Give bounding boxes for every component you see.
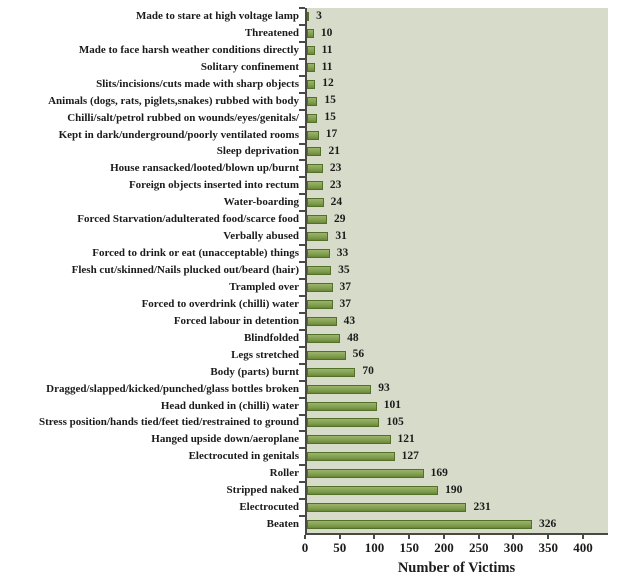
bar-row xyxy=(0,245,608,262)
bar xyxy=(307,520,532,529)
bar-cell xyxy=(305,330,608,347)
value-label: 48 xyxy=(347,331,359,344)
value-label: 37 xyxy=(339,280,352,293)
bar-row xyxy=(0,364,608,381)
bar xyxy=(307,114,317,123)
bar xyxy=(307,215,327,224)
bar-cell xyxy=(305,59,608,76)
bar-cell xyxy=(305,144,608,161)
category-label: Forced Starvation/adulterated food/scarce food xyxy=(77,213,299,226)
bar-cell xyxy=(305,381,608,398)
bar-row xyxy=(0,398,608,415)
category-label: Trampled over xyxy=(229,280,299,293)
bar xyxy=(307,385,371,394)
value-label: 231 xyxy=(473,500,491,513)
value-label: 21 xyxy=(328,145,340,158)
bar-row xyxy=(0,110,608,127)
bar-row xyxy=(0,127,608,144)
value-label: 3 xyxy=(316,9,322,22)
bar-row xyxy=(0,499,608,516)
category-label: Made to face harsh weather conditions directly xyxy=(78,43,299,56)
bar-cell xyxy=(305,398,608,415)
value-label: 35 xyxy=(338,263,350,276)
bar xyxy=(307,164,323,173)
category-label: Kept in dark/underground/poorly ventilated rooms xyxy=(58,128,299,141)
bar-row xyxy=(0,482,608,499)
x-tick-mark xyxy=(512,535,514,539)
category-label: Made to stare at high voltage lamp xyxy=(136,9,299,22)
category-label: Body (parts) burnt xyxy=(210,365,299,378)
category-label: Electrocuted in genitals xyxy=(188,450,299,463)
bar-cell xyxy=(305,127,608,144)
category-label: Sleep deprivation xyxy=(216,145,299,158)
bar-row xyxy=(0,448,608,465)
value-label: 11 xyxy=(321,60,333,73)
bar xyxy=(307,452,395,461)
category-label: Stripped naked xyxy=(226,484,299,497)
bar-row xyxy=(0,296,608,313)
bar xyxy=(307,63,315,72)
category-label: Electrocuted xyxy=(239,501,299,514)
category-label: Solitary confinement xyxy=(200,60,299,73)
category-label: Head dunked in (chilli) water xyxy=(160,399,299,412)
bar-cell xyxy=(305,431,608,448)
bar-cell xyxy=(305,482,608,499)
category-label: Animals (dogs, rats, piglets,snakes) rubbed with body xyxy=(48,94,299,107)
category-label: Forced to overdrink (chilli) water xyxy=(141,297,299,310)
x-tick-mark xyxy=(478,535,480,539)
x-tick-mark xyxy=(339,535,341,539)
category-label: Threatened xyxy=(244,26,299,39)
x-tick-mark xyxy=(547,535,549,539)
bar xyxy=(307,80,315,89)
value-label: 24 xyxy=(330,196,343,209)
bar-row xyxy=(0,262,608,279)
category-label: Roller xyxy=(269,467,299,480)
value-label: 15 xyxy=(324,111,336,124)
x-tick-mark xyxy=(304,535,306,539)
bar xyxy=(307,12,309,21)
bar xyxy=(307,435,391,444)
value-label: 190 xyxy=(445,483,463,496)
bar xyxy=(307,283,333,292)
x-tick-label: 250 xyxy=(468,540,489,555)
category-label: Verbally abused xyxy=(223,230,299,243)
bar-row xyxy=(0,516,608,533)
bar xyxy=(307,46,315,55)
category-label: Slits/incisions/cuts made with sharp objects xyxy=(96,77,299,90)
x-tick-label: 400 xyxy=(573,540,593,555)
bar-cell xyxy=(305,110,608,127)
bar-row xyxy=(0,25,608,42)
bar xyxy=(307,418,379,427)
x-tick-label: 50 xyxy=(333,540,347,555)
value-label: 12 xyxy=(322,77,334,90)
bar-cell xyxy=(305,262,608,279)
bar-row xyxy=(0,415,608,432)
value-label: 23 xyxy=(329,162,342,175)
bar-cell xyxy=(305,42,608,59)
bar-row xyxy=(0,347,608,364)
x-tick-label: 350 xyxy=(538,540,558,555)
bar-cell xyxy=(305,415,608,432)
category-label: Chilli/salt/petrol rubbed on wounds/eyes/genitals/ xyxy=(67,111,299,124)
bar-cell xyxy=(305,93,608,110)
bar-row xyxy=(0,177,608,194)
value-label: 326 xyxy=(539,517,557,530)
value-label: 37 xyxy=(339,297,352,310)
x-axis-title: Number of Victims xyxy=(397,560,516,576)
bar xyxy=(307,232,328,241)
category-label: Beaten xyxy=(266,518,299,531)
bar xyxy=(307,469,424,478)
category-label: Stress position/hands tied/feet tied/restrained to ground xyxy=(38,416,299,429)
value-label: 93 xyxy=(378,382,390,395)
bar-cell xyxy=(305,160,608,177)
value-label: 56 xyxy=(352,348,365,361)
bar-row xyxy=(0,431,608,448)
bar-row xyxy=(0,330,608,347)
bar xyxy=(307,181,323,190)
bar-cell xyxy=(305,8,608,25)
bar-cell xyxy=(305,279,608,296)
value-label: 29 xyxy=(334,212,346,225)
value-label: 17 xyxy=(325,128,338,141)
bar-cell xyxy=(305,364,608,381)
x-tick-mark xyxy=(373,535,375,539)
value-label: 23 xyxy=(329,179,342,192)
value-label: 105 xyxy=(386,416,404,429)
bar-cell xyxy=(305,296,608,313)
value-label: 101 xyxy=(383,399,401,412)
bar xyxy=(307,486,438,495)
value-label: 31 xyxy=(335,229,347,242)
x-tick-mark xyxy=(582,535,584,539)
bar xyxy=(307,131,319,140)
x-tick-label: 150 xyxy=(399,540,419,555)
bar-row xyxy=(0,76,608,93)
x-tick-label: 100 xyxy=(364,540,385,555)
bar xyxy=(307,266,331,275)
x-tick-label: 0 xyxy=(301,540,309,555)
category-label: Foreign objects inserted into rectum xyxy=(128,179,299,192)
bar xyxy=(307,300,333,309)
x-tick-mark xyxy=(443,535,445,539)
value-label: 43 xyxy=(343,314,356,327)
bar-row xyxy=(0,93,608,110)
bar-cell xyxy=(305,211,608,228)
bar xyxy=(307,317,337,326)
bar-cell xyxy=(305,347,608,364)
value-label: 169 xyxy=(430,467,448,480)
x-tick-label: 300 xyxy=(503,540,524,555)
bar-row xyxy=(0,8,608,25)
value-label: 15 xyxy=(324,94,336,107)
bar xyxy=(307,334,340,343)
value-label: 127 xyxy=(401,450,419,463)
bar-cell xyxy=(305,25,608,42)
bar-row xyxy=(0,313,608,330)
bar-cell xyxy=(305,245,608,262)
bar-cell xyxy=(305,313,608,330)
bar-cell xyxy=(305,228,608,245)
bar xyxy=(307,97,317,106)
category-label: Forced labour in detention xyxy=(173,314,299,327)
bar-row xyxy=(0,381,608,398)
category-label: Dragged/slapped/kicked/punched/glass bottles broken xyxy=(46,382,299,395)
x-tick-label: 200 xyxy=(434,540,454,555)
bar-row xyxy=(0,279,608,296)
bar-cell xyxy=(305,448,608,465)
bar-cell xyxy=(305,177,608,194)
value-label: 33 xyxy=(336,246,349,259)
bar xyxy=(307,29,314,38)
bar xyxy=(307,351,346,360)
bar xyxy=(307,147,321,156)
value-label: 70 xyxy=(362,365,374,378)
value-label: 11 xyxy=(321,43,333,56)
bar xyxy=(307,503,466,512)
bar-row xyxy=(0,42,608,59)
x-axis-line xyxy=(305,533,608,535)
bar-row xyxy=(0,59,608,76)
bar-row xyxy=(0,144,608,161)
bar-cell xyxy=(305,194,608,211)
category-label: Forced to drink or eat (unacceptable) things xyxy=(92,247,299,260)
bar-row xyxy=(0,211,608,228)
bar xyxy=(307,249,330,258)
value-label: 10 xyxy=(320,26,333,39)
bar xyxy=(307,368,355,377)
bar-row xyxy=(0,160,608,177)
bar-row xyxy=(0,194,608,211)
category-label: Legs stretched xyxy=(231,348,299,361)
bar-cell xyxy=(305,499,608,516)
bar xyxy=(307,402,377,411)
x-tick-mark xyxy=(408,535,410,539)
bar-cell xyxy=(305,76,608,93)
category-label: House ransacked/looted/blown up/burnt xyxy=(110,162,299,175)
category-label: Water-boarding xyxy=(223,196,299,209)
bar-cell xyxy=(305,516,608,533)
category-label: Flesh cut/skinned/Nails plucked out/beard (hair) xyxy=(71,264,299,277)
bar-cell xyxy=(305,465,608,482)
plot-area xyxy=(0,8,608,533)
category-label: Hanged upside down/aeroplane xyxy=(151,433,299,446)
bar-row xyxy=(0,465,608,482)
category-label: Blindfolded xyxy=(243,331,299,344)
bar xyxy=(307,198,324,207)
value-label: 121 xyxy=(397,433,415,446)
bar-row xyxy=(0,228,608,245)
